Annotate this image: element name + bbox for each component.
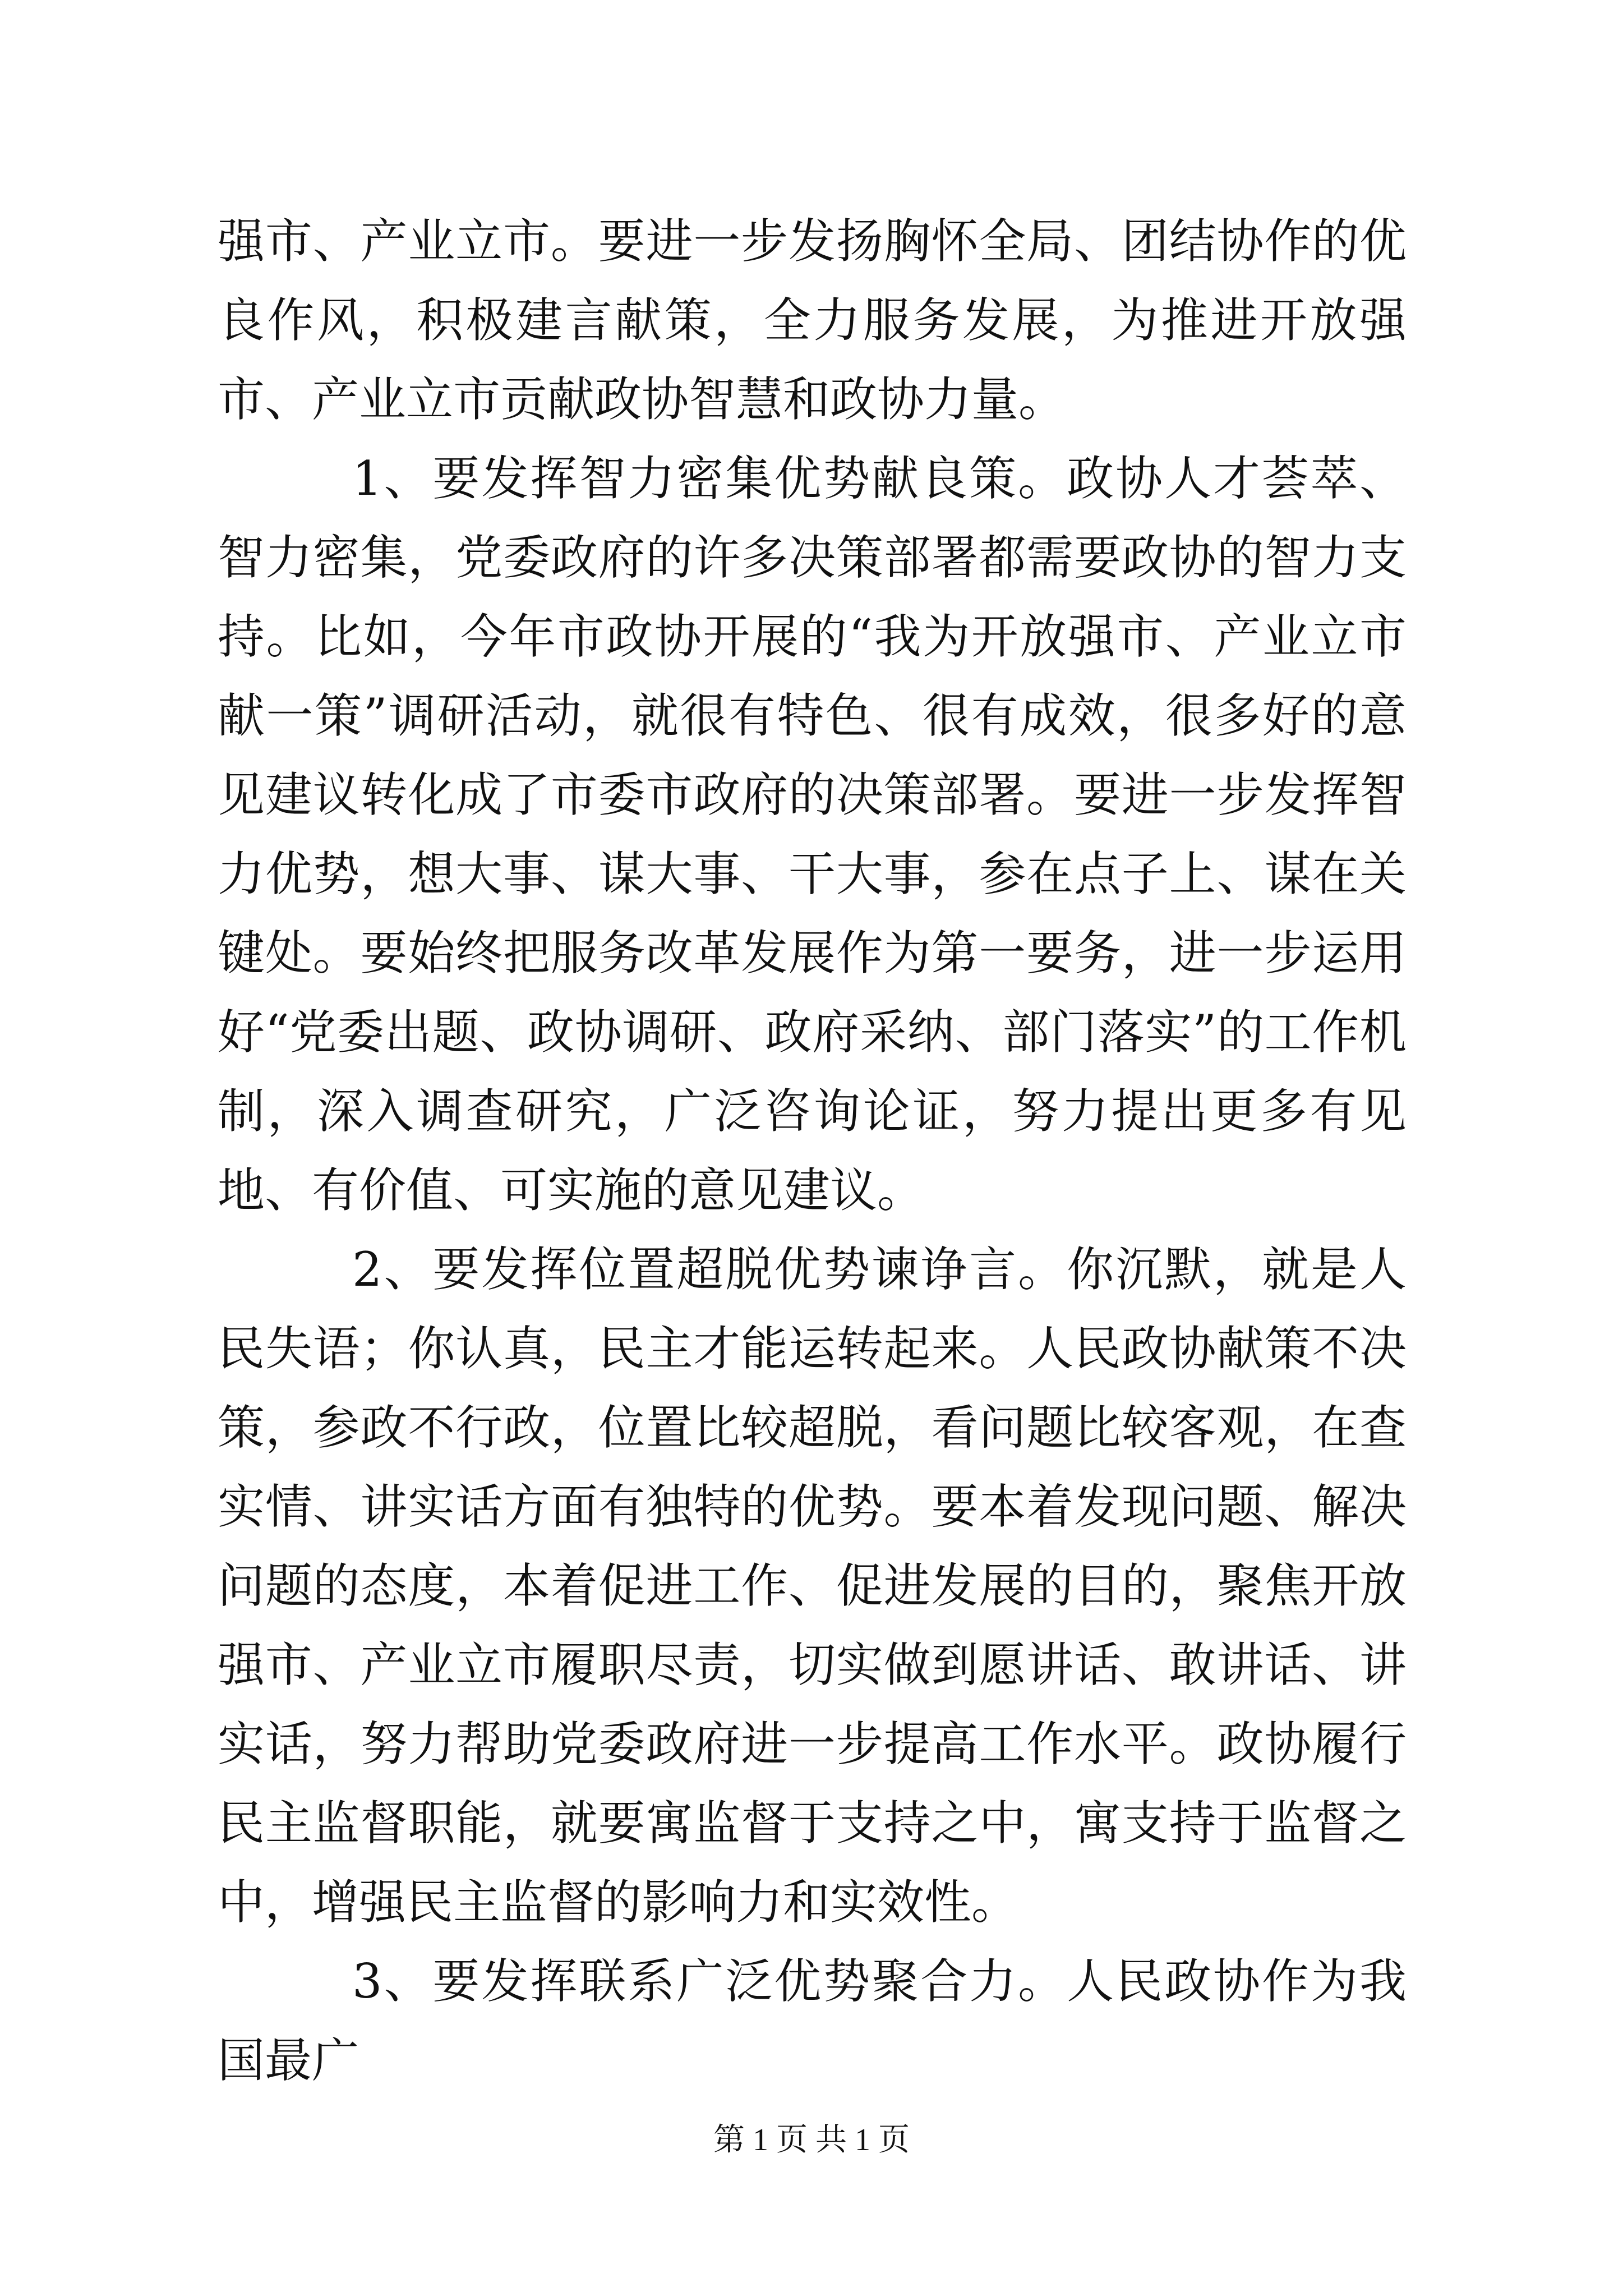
paragraph-continuation: 强市、产业立市。要进一步发扬胸怀全局、团结协作的优良作风，积极建言献策，全力服务发展，为推进开放强市、产业立市贡献政协智慧和政协力量。 <box>218 214 1407 427</box>
document-body <box>218 202 1407 2100</box>
paragraph-point-2: 2、要发挥位置超脱优势谏诤言。你沉默，就是人民失语；你认真，民主才能运转起来。人民政协献策不决策，参政不行政，位置比较超脱，看问题比较客观，在查实情、讲实话方面有独特的优势。要本着发现问题、解决问题的态度，本着促进工作、促进发展的目的，聚焦开放强市、产业立市履职尽责，切实做到愿讲话、敢讲话、讲实话，努力帮助党委政府进一步提高工作水平。政协履行民主监督职能，就要寓监督于支持之中，寓支持于监督之中，增强民主监督的影响力和实效性。 <box>218 1242 1407 1930</box>
page-number-footer: 第 1 页 共 1 页 <box>713 2123 910 2157</box>
paragraph-point-3: 3、要发挥联系广泛优势聚合力。人民政协作为我国最广 <box>218 1954 1407 2088</box>
paragraph-point-1: 1、要发挥智力密集优势献良策。政协人才荟萃、智力密集，党委政府的许多决策部署都需要政协的智力支持。比如，今年市政协开展的“我为开放强市、产业立市献一策”调研活动，就很有特色、很有成效，很多好的意见建议转化成了市委市政府的决策部署。要进一步发挥智力优势，想大事、谋大事、干大事，参在点子上、谋在关键处。要始终把服务改革发展作为第一要务，进一步运用好“党委出题、政协调研、政府采纳、部门落实”的工作机制，深入调查研究，广泛咨询论证，努力提出更多有见地、有价值、可实施的意见建议。 <box>218 451 1407 1218</box>
